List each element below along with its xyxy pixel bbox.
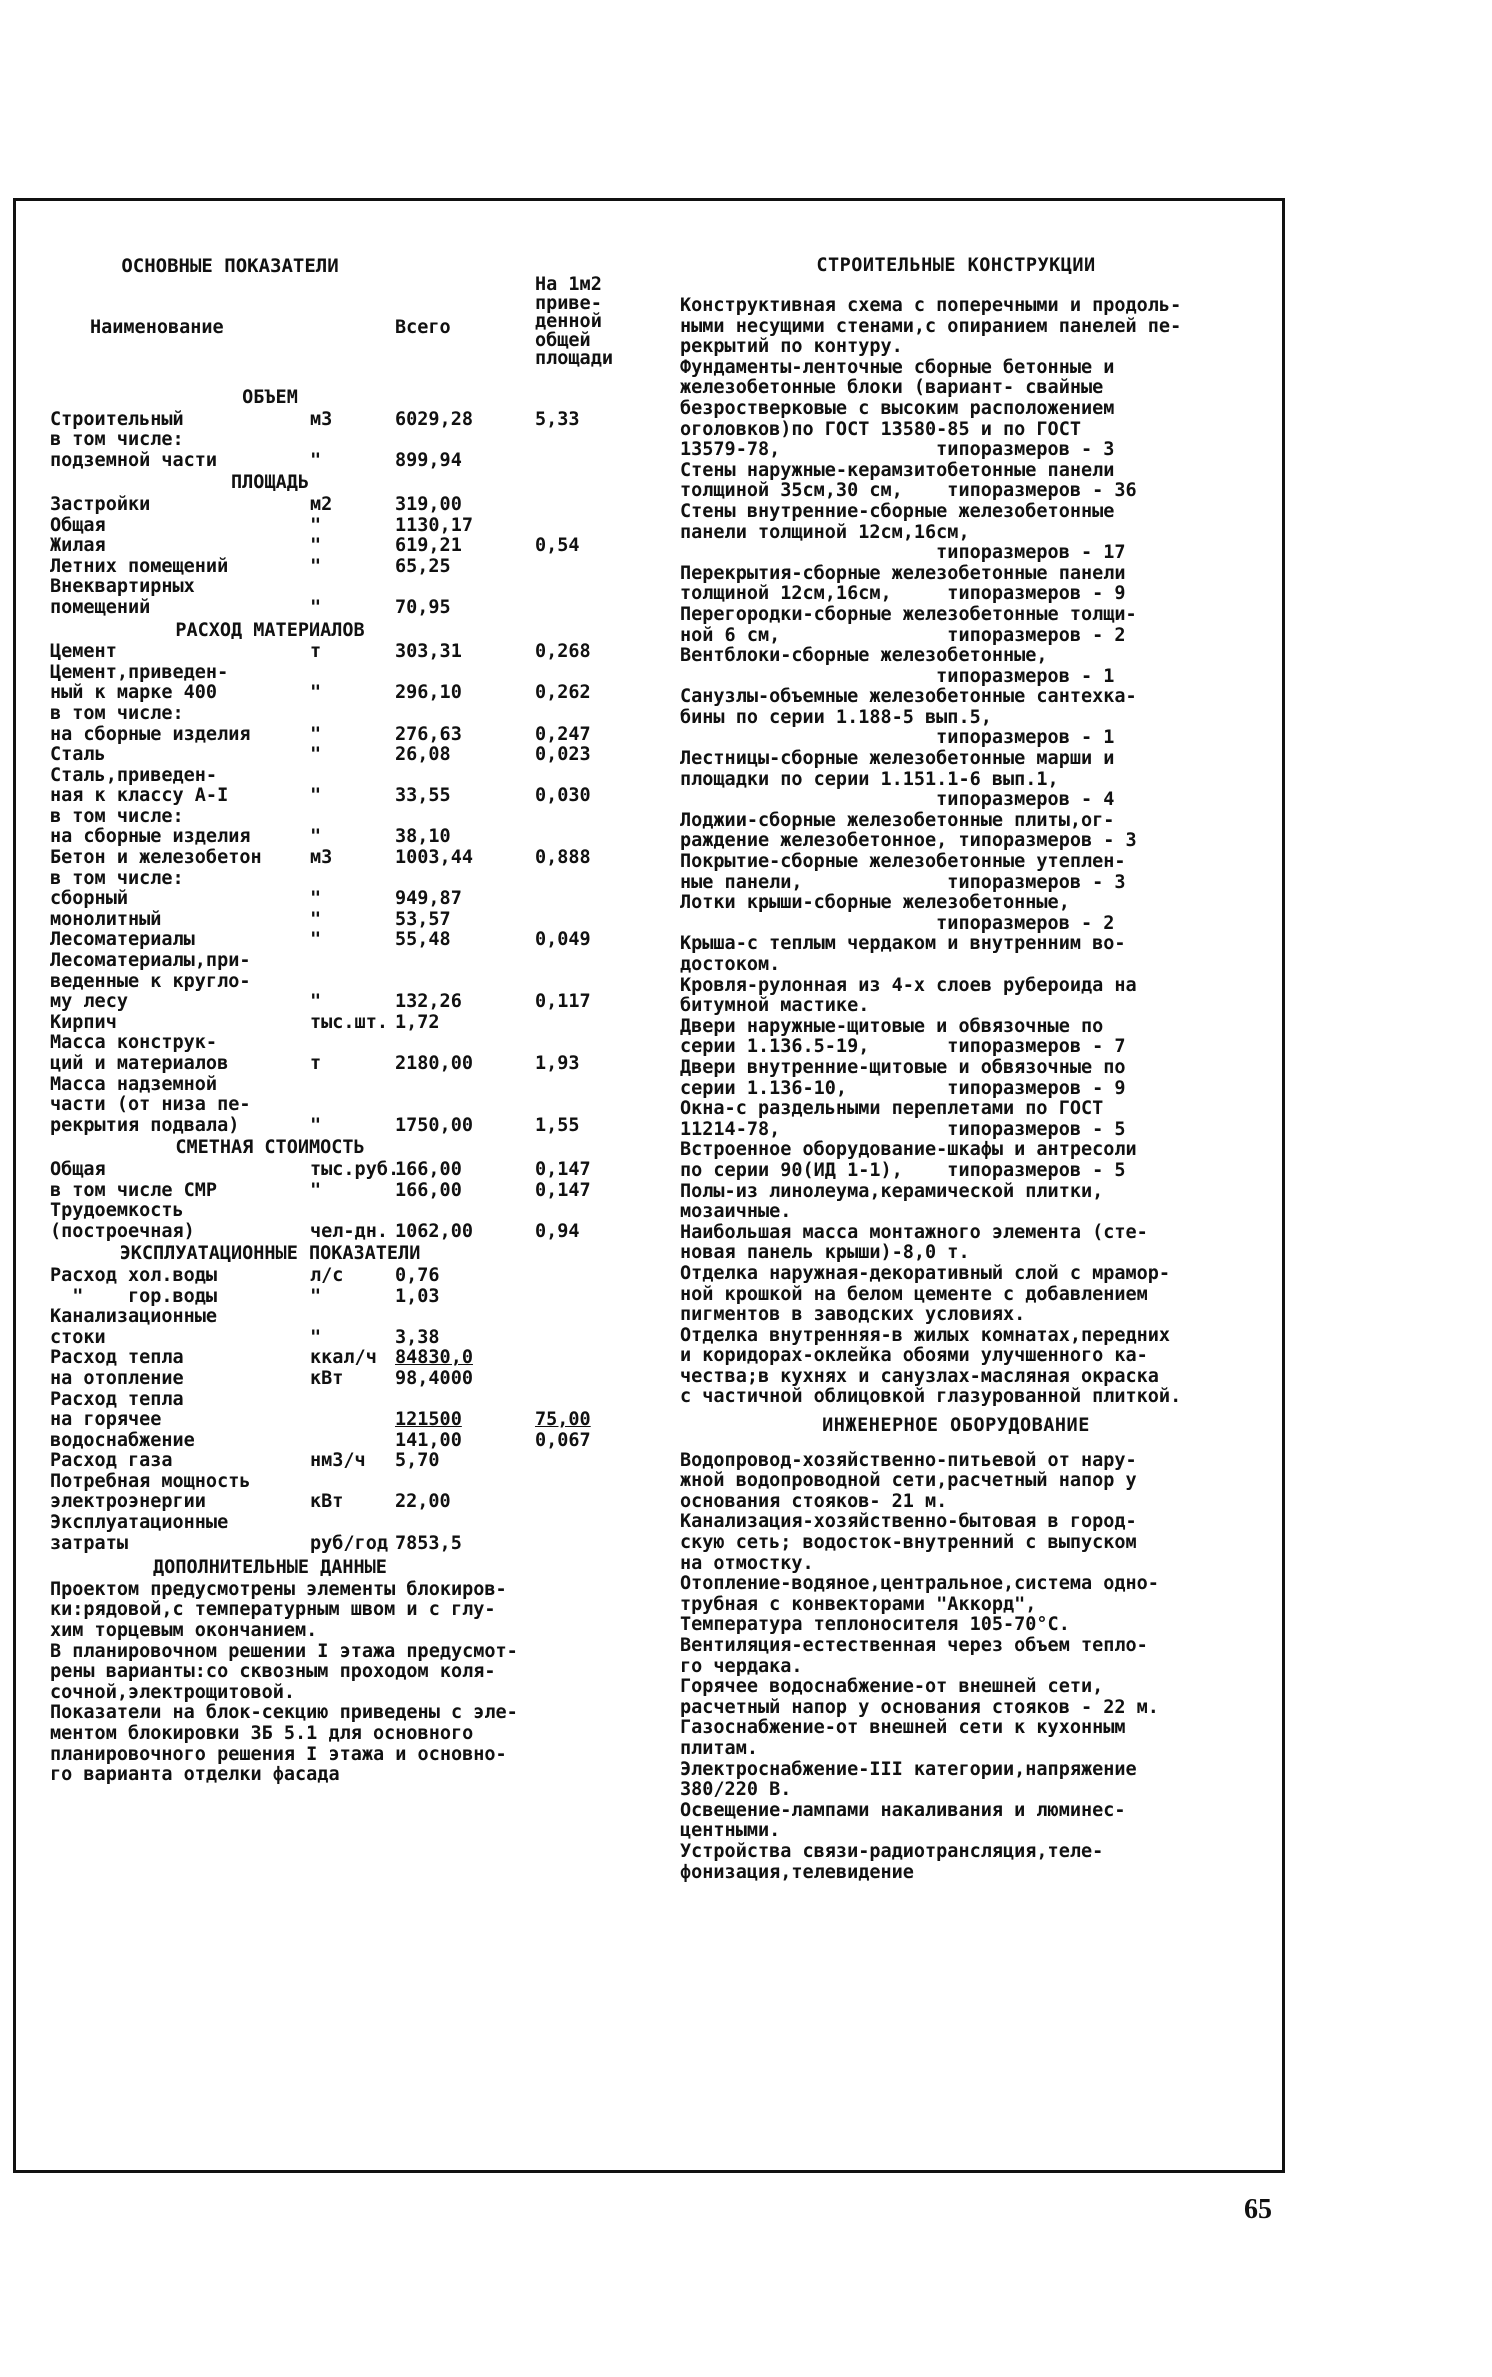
table-row: [50, 642, 610, 663]
row-per-m2: 0,023: [535, 744, 591, 766]
row-total: 949,87: [395, 888, 462, 910]
row-total: 1130,17: [395, 514, 473, 536]
row-name: Лесоматериалы: [50, 929, 195, 951]
table-row: [50, 1054, 610, 1075]
row-name: помещений: [50, 596, 151, 618]
row-name: электроэнергии: [50, 1491, 206, 1513]
table-row: [50, 786, 610, 807]
table-row: [50, 725, 610, 746]
row-unit: ": [310, 888, 322, 910]
row-per-m2: 0,117: [535, 991, 591, 1013]
row-per-m2: 0,030: [535, 785, 591, 807]
row-per-m2: 0,067: [535, 1429, 591, 1451]
row-total: 84830,0: [395, 1347, 473, 1369]
table-row: [50, 1033, 610, 1054]
row-total: 141,00: [395, 1429, 462, 1451]
row-per-m2: 0,147: [535, 1179, 591, 1201]
row-total: 1750,00: [395, 1114, 473, 1136]
row-total: 98,4000: [395, 1367, 473, 1389]
row-total: 6029,28: [395, 408, 473, 430]
row-name: ций и материалов: [50, 1053, 229, 1074]
indicators-title: ОСНОВНЫЕ ПОКАЗАТЕЛИ: [121, 255, 339, 277]
row-total: 5,70: [395, 1450, 440, 1472]
table-row: [50, 1075, 610, 1096]
row-total: 55,48: [395, 929, 451, 951]
row-name: Бетон и железобетон: [50, 847, 262, 869]
row-total: 166,00: [395, 1179, 462, 1201]
row-per-m2: 5,33: [535, 408, 580, 430]
row-total: 3,38: [395, 1326, 440, 1348]
section-heading: ПЛОЩАДЬ: [231, 472, 309, 494]
table-row: [50, 495, 610, 516]
extra-data-text: Проектом предусмотрены элементы блокиров- ки:рядовой,с температурным швом и с глу- хим торцевым окончанием. В планировочном решении I этажа предусмот- рены варианты:со сквозным проходом коля- сочной,электрощитовой. Показатели на блок-секцию приведены с эле- ментом блокировки 3Б 5.1 для основного планировочного решения I этажа и основно- го варианта отделки фасада: [50, 1578, 518, 1786]
row-name: Внеквартирных: [50, 576, 195, 598]
row-unit: ": [310, 514, 322, 536]
row-unit: м2: [310, 493, 333, 515]
table-row: [50, 1160, 610, 1181]
section-heading: РАСХОД МАТЕРИАЛОВ: [175, 619, 365, 641]
table-row: [50, 1307, 610, 1328]
table-row: [50, 1013, 610, 1034]
table-row: [50, 745, 610, 766]
table-row: [50, 683, 610, 704]
row-unit: ": [310, 991, 322, 1013]
row-unit: чел-дн.: [310, 1220, 388, 1242]
table-row: [50, 1222, 610, 1243]
row-total: 1,72: [395, 1011, 440, 1033]
table-row: [50, 451, 610, 472]
row-total: 303,31: [395, 641, 462, 663]
row-unit: ": [310, 1285, 322, 1307]
page-number: 65: [1244, 2194, 1272, 2225]
table-row: [50, 848, 610, 869]
indicators-table: [50, 388, 610, 1554]
row-name: подземной части: [50, 449, 218, 471]
row-unit: ": [310, 1114, 322, 1136]
table-row: [50, 910, 610, 931]
row-name: части (от низа пе-: [50, 1094, 251, 1116]
row-name: Строительный: [50, 408, 184, 430]
row-name: му лесу: [50, 991, 128, 1013]
table-row: [50, 1348, 610, 1369]
row-name: стоки: [50, 1326, 106, 1348]
row-total: 899,94: [395, 449, 462, 471]
constructions-text: Конструктивная схема с поперечными и продоль- ными несущими стенами,с опиранием панелей пе- рекрытий по контуру. Фундаменты-ленточные сборные бетонные и железобетонные блоки (вариант- свайные безростверковые с высоким расположением оголовков)по ГОСТ 13580-85 и по ГОСТ 13579-78, типоразмеров - 3 Стены наружные-керамзитобетонные панели толщиной 35см,30 см, типоразмеров - 36 Стены внутренние-сборные железобетонные панели толщиной 12см,16см, типоразмеров - 17 Перекрытия-сборные железобетонные панели толщиной 12см,16см, типоразмеров - 9 Перегородки-сборные железобетонные толщи- ной 6 см, типоразмеров - 2 Вентблоки-сборные железобетонные, типоразмеров - 1 Санузлы-объемные железобетонные сантехка- бины по серии 1.188-5 вып.5, типоразмеров - 1 Лестницы-сборные железобетонные марши и площадки по серии 1.151.1-6 вып.1, типоразмеров - 4 Лоджии-сборные железобетонные плиты,ог- раждение железобетонное, типоразмеров - 3 Покрытие-сборные железобетонные утеплен- ные панели, типоразмеров - 3 Лотки крыши-сборные железобетонные, типоразмеров - 2 Крыша-с теплым чердаком и внутренним во- достоком. Кровля-рулонная из 4-х слоев рубероида на битумной мастике. Двери наружные-щитовые и обвязочные по серии 1.136.5-19, типоразмеров - 7 Двери внутренние-щитовые и обвязочные по серии 1.136-10, типоразмеров - 9 Окна-с раздельными переплетами по ГОСТ 11214-78, типоразмеров - 5 Встроенное оборудование-шкафы и антресоли по серии 90(ИД 1-1), типоразмеров - 5 Полы-из линолеума,керамической плитки, мозаичные. Наибольшая масса монтажного элемента (сте- новая панель крыши)-8,0 т. Отделка наружная-декоративный слой с мрамор- ной крошкой на белом цементе с добавлением пигментов в заводских условиях. Отделка внутренняя-в жилых комнатах,передних и коридорах-оклейка обоями улучшенного ка- чества;в кухнях и санузлах-масляная окраска с частичной облицовкой глазурованной плиткой.: [680, 295, 1182, 1408]
row-name: затраты: [50, 1532, 128, 1554]
row-unit: ": [310, 1179, 322, 1201]
row-name: в том числе СМР: [50, 1179, 218, 1201]
table-row: [50, 1369, 610, 1390]
table-row: [50, 1513, 610, 1534]
row-per-m2: 1,93: [535, 1053, 580, 1074]
row-unit: т: [310, 641, 322, 663]
row-unit: м3: [310, 408, 333, 430]
engineering-text: Водопровод-хозяйственно-питьевой от нару- жной водопроводной сети,расчетный напор у основания стояков- 21 м. Канализация-хозяйственно-бытовая в город- скую сеть; водосток-внутренний с выпуском на отмостку. Отопление-водяное,центральное,система одно- трубная с конвекторами "Аккорд", Температура теплоносителя 105-70°С. Вентиляция-естественная через объем тепло- го чердака. Горячее водоснабжение-от внешней сети, расчетный напор у основания стояков - 22 м. Газоснабжение-от внешней сети к кухонным плитам. Электроснабжение-III категории,напряжение 380/220 В. Освещение-лампами накаливания и люминес- центными. Устройства связи-радиотрансляция,теле- фонизация,телевидение: [680, 1449, 1159, 1883]
row-total: 33,55: [395, 785, 451, 807]
row-unit: ": [310, 744, 322, 766]
row-name: Цемент: [50, 641, 117, 663]
row-unit: кВт: [310, 1367, 344, 1389]
row-name: Трудоемкость: [50, 1200, 184, 1222]
table-row: [50, 557, 610, 578]
row-total: 276,63: [395, 723, 462, 745]
row-total: 26,08: [395, 744, 451, 766]
row-name: Общая: [50, 1158, 106, 1180]
table-row: [50, 1431, 610, 1452]
row-name: ная к классу А-I: [50, 785, 229, 807]
table-row: [50, 663, 610, 684]
row-total: 132,26: [395, 991, 462, 1013]
table-row: [50, 766, 610, 787]
row-per-m2: 0,049: [535, 929, 591, 951]
row-name: на сборные изделия: [50, 826, 251, 848]
row-unit: ": [310, 1326, 322, 1348]
row-name: Цемент,приведен-: [50, 661, 229, 683]
section-heading: СМЕТНАЯ СТОИМОСТЬ: [175, 1137, 365, 1159]
row-total: 38,10: [395, 826, 451, 848]
table-row: [50, 1492, 610, 1513]
row-per-m2: 0,147: [535, 1158, 591, 1180]
row-unit: ": [310, 535, 322, 557]
table-row: [50, 1534, 610, 1555]
row-name: " гор.воды: [50, 1285, 218, 1307]
row-total: 22,00: [395, 1491, 451, 1513]
row-per-m2: 0,54: [535, 535, 580, 557]
row-per-m2: 0,94: [535, 1220, 580, 1242]
row-name: Жилая: [50, 535, 106, 557]
table-row: [50, 577, 610, 598]
row-name: Расход хол.воды: [50, 1264, 218, 1286]
row-name: веденные к кругло-: [50, 970, 251, 992]
engineering-title: ИНЖЕНЕРНОЕ ОБОРУДОВАНИЕ: [822, 1415, 1090, 1437]
row-per-m2: 0,888: [535, 847, 591, 869]
row-name: Потребная мощность: [50, 1470, 251, 1492]
row-name: Масса надземной: [50, 1073, 218, 1095]
table-row: [50, 1328, 610, 1349]
row-total: 1062,00: [395, 1220, 473, 1242]
row-name: в том числе:: [50, 702, 184, 724]
row-unit: м3: [310, 847, 333, 869]
row-name: в том числе:: [50, 867, 184, 889]
row-unit: руб/год: [310, 1532, 388, 1554]
row-total: 70,95: [395, 596, 451, 618]
row-total: 1,03: [395, 1285, 440, 1307]
indicators-table-header: [50, 255, 613, 386]
row-name: Застройки: [50, 493, 151, 515]
table-row: [50, 1472, 610, 1493]
row-name: на горячее: [50, 1409, 162, 1431]
table-row: [50, 972, 610, 993]
table-row: [50, 1451, 610, 1472]
table-row: [50, 410, 610, 431]
table-row: [50, 516, 610, 537]
constructions-column: [680, 256, 1232, 1883]
row-total: 619,21: [395, 535, 462, 557]
row-unit: ": [310, 826, 322, 848]
row-unit: кВт: [310, 1491, 344, 1513]
table-row: [50, 827, 610, 848]
row-unit: ": [310, 682, 322, 704]
table-row: [50, 1410, 610, 1431]
row-unit: ккал/ч: [310, 1347, 377, 1369]
row-total: 319,00: [395, 493, 462, 515]
table-row: [50, 807, 610, 828]
row-unit: ": [310, 555, 322, 577]
table-row: [50, 1201, 610, 1222]
column-per-m2-header: На 1м2 приве- денной общей площади: [535, 274, 613, 369]
row-unit: ": [310, 785, 322, 807]
row-total: 296,10: [395, 682, 462, 704]
row-name: водоснабжение: [50, 1429, 195, 1451]
row-total: 65,25: [395, 555, 451, 577]
row-name: в том числе:: [50, 429, 184, 451]
row-name: сборный: [50, 888, 128, 910]
row-unit: ": [310, 596, 322, 618]
row-name: Кирпич: [50, 1011, 117, 1033]
row-unit: ": [310, 929, 322, 951]
row-name: Сталь,приведен-: [50, 764, 218, 786]
table-row: [50, 869, 610, 890]
table-row: [50, 1266, 610, 1287]
row-per-m2: 0,247: [535, 723, 591, 745]
table-row: [50, 704, 610, 725]
row-name: Канализационные: [50, 1306, 218, 1328]
row-name: (построечная): [50, 1220, 195, 1242]
row-unit: т: [310, 1053, 322, 1074]
row-name: Расход тепла: [50, 1347, 184, 1369]
row-unit: л/с: [310, 1264, 344, 1286]
row-name: Лесоматериалы,при-: [50, 950, 251, 972]
section-heading: ЭКСПЛУАТАЦИОННЫЕ ПОКАЗАТЕЛИ: [119, 1243, 421, 1265]
constructions-title: СТРОИТЕЛЬНЫЕ КОНСТРУКЦИИ: [816, 255, 1096, 276]
row-total: 0,76: [395, 1264, 440, 1286]
row-name: Летних помещений: [50, 555, 229, 577]
row-name: рекрытия подвала): [50, 1114, 240, 1136]
table-row: [50, 598, 610, 619]
table-row: [50, 889, 610, 910]
row-name: в том числе:: [50, 805, 184, 827]
column-total-header: Всего: [395, 317, 451, 338]
row-total: 121500: [395, 1409, 462, 1431]
row-name: Расход газа: [50, 1450, 173, 1472]
row-name: ный к марке 400: [50, 682, 218, 704]
row-name: на сборные изделия: [50, 723, 251, 745]
column-name-header: Наименование: [90, 317, 224, 338]
table-row: [50, 536, 610, 557]
row-total: 1003,44: [395, 847, 473, 869]
table-row: [50, 430, 610, 451]
table-row: [50, 1287, 610, 1308]
row-name: Расход тепла: [50, 1388, 184, 1410]
row-unit: нм3/ч: [310, 1450, 366, 1472]
row-name: Общая: [50, 514, 106, 536]
main-indicators-column: [50, 255, 613, 1786]
row-unit: тыс.руб.: [310, 1158, 400, 1180]
table-row: [50, 930, 610, 951]
table-row: [50, 1181, 610, 1202]
row-name: на отопление: [50, 1367, 184, 1389]
row-total: 53,57: [395, 908, 451, 930]
table-row: [50, 1390, 610, 1411]
row-per-m2: 75,00: [535, 1409, 591, 1431]
row-per-m2: 1,55: [535, 1114, 580, 1136]
table-row: [50, 951, 610, 972]
row-unit: ": [310, 723, 322, 745]
extra-data-title: ДОПОЛНИТЕЛЬНЫЕ ДАННЫЕ: [153, 1557, 387, 1579]
table-row: [50, 1095, 610, 1116]
row-name: Сталь: [50, 744, 106, 766]
row-unit: тыс.шт.: [310, 1011, 388, 1033]
row-total: 2180,00: [395, 1053, 473, 1074]
row-unit: ": [310, 449, 322, 471]
row-total: 166,00: [395, 1158, 462, 1180]
section-heading: ОБЪЕМ: [242, 387, 298, 408]
table-row: [50, 992, 610, 1013]
row-name: Масса конструк-: [50, 1032, 218, 1054]
row-name: монолитный: [50, 908, 162, 930]
row-per-m2: 0,262: [535, 682, 591, 704]
row-unit: ": [310, 908, 322, 930]
row-per-m2: 0,268: [535, 641, 591, 663]
row-total: 7853,5: [395, 1532, 462, 1554]
table-row: [50, 1116, 610, 1137]
row-name: Эксплуатационные: [50, 1512, 229, 1534]
